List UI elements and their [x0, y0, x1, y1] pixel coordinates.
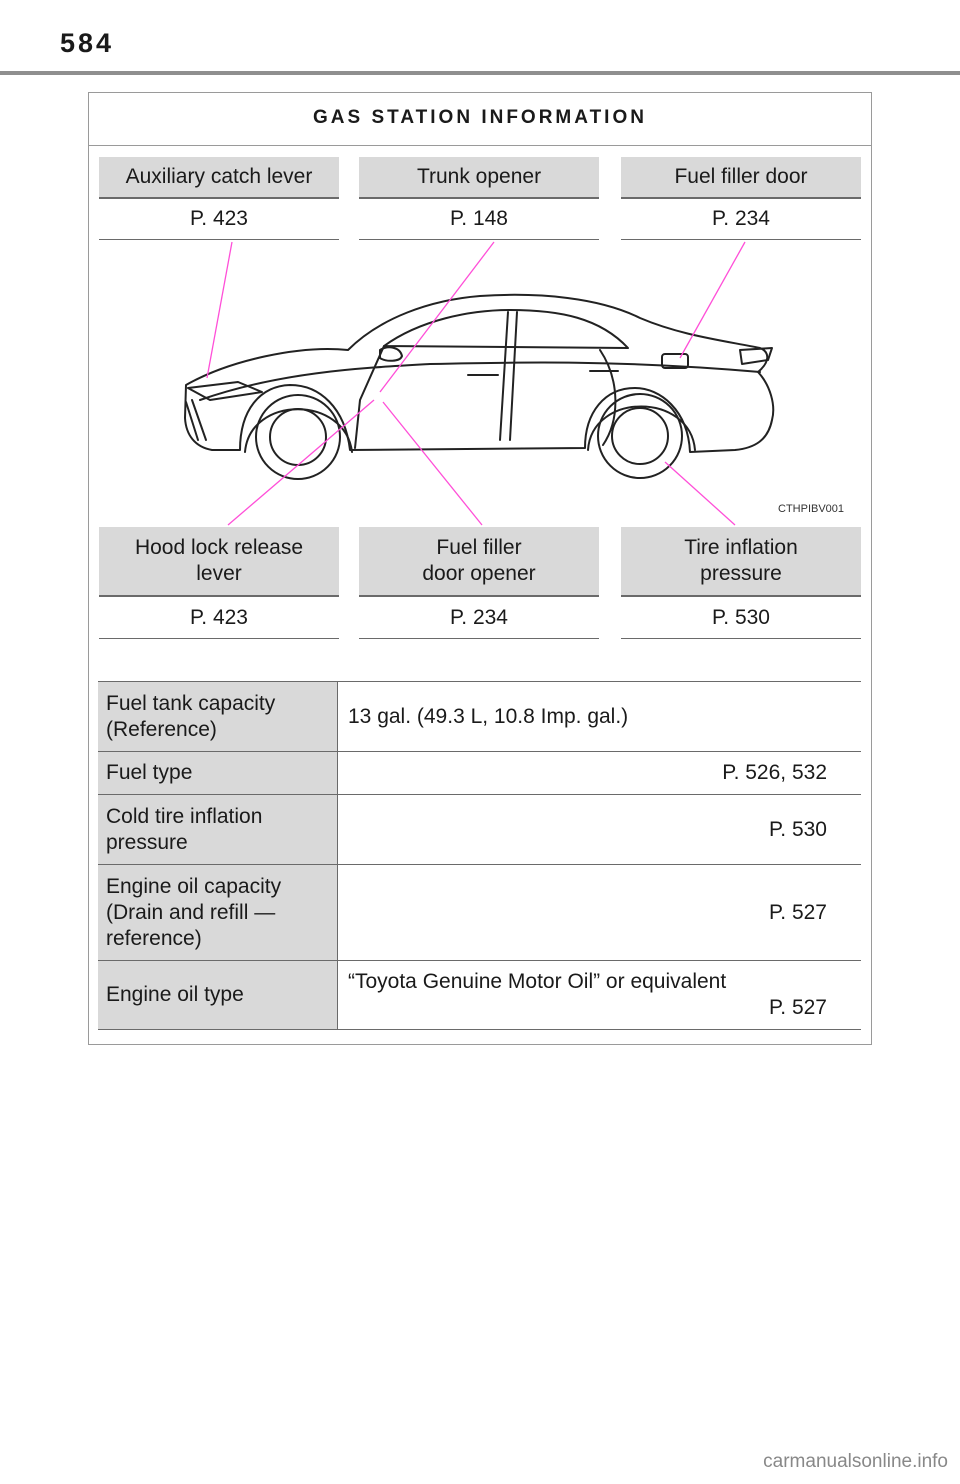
label-fuel-filler-door-opener: Fuel filler door opener [359, 527, 599, 597]
spec-label-text: Engine oil capacity (Drain and refill — reference) [106, 874, 282, 950]
panel-title: GAS STATION INFORMATION [89, 93, 871, 146]
spec-label [98, 865, 338, 960]
spec-ref[interactable]: P. 530 [768, 817, 827, 841]
watermark: carmanualsonline.info [763, 1451, 948, 1472]
leader-hood-lock-release [228, 400, 374, 525]
ref-fuel-filler-door-opener[interactable]: P. 234 [359, 598, 599, 639]
diagram-code: CTHPIBV001 [778, 503, 845, 515]
leader-auxiliary-catch-lever [207, 242, 232, 378]
ref-trunk-opener[interactable]: P. 148 [359, 199, 599, 240]
spec-ref[interactable]: P. 526, 532 [722, 761, 827, 784]
spec-row-engine-oil-type [98, 961, 861, 1030]
spec-row-engine-oil-capacity [98, 865, 861, 961]
label-fuel-filler-door: Fuel filler door [621, 157, 861, 199]
spec-label-text: Fuel tank capacity (Reference) [106, 691, 276, 741]
leader-tire-inflation [665, 462, 735, 525]
spec-value-cell [338, 961, 861, 1029]
spec-label: Fuel type [98, 752, 338, 794]
page-number: 584 [60, 28, 115, 58]
spec-table [98, 681, 861, 1030]
spec-label-text: Cold tire inflation pressure [106, 804, 263, 854]
spec-row-fuel-tank [98, 682, 861, 752]
spec-value: 13 gal. (49.3 L, 10.8 Imp. gal.) [348, 704, 629, 728]
ref-tire-inflation-pressure[interactable]: P. 530 [621, 598, 861, 639]
label-trunk-opener: Trunk opener [359, 157, 599, 199]
spec-ref[interactable]: P. 527 [768, 996, 827, 1019]
label-tire-inflation-pressure-text: Tire inflation pressure [684, 536, 798, 585]
spec-row-cold-tire [98, 795, 861, 865]
leader-fuel-filler-door [680, 242, 745, 358]
ref-auxiliary-catch-lever[interactable]: P. 423 [99, 199, 339, 240]
spec-label [98, 682, 338, 751]
ref-fuel-filler-door[interactable]: P. 234 [621, 199, 861, 240]
spec-row-fuel-type [98, 752, 861, 795]
ref-hood-lock-release-lever[interactable]: P. 423 [99, 598, 339, 639]
label-tire-inflation-pressure [621, 527, 861, 597]
label-auxiliary-catch-lever: Auxiliary catch lever [99, 157, 339, 199]
spec-value: “Toyota Genuine Motor Oil” or equivalent [348, 970, 727, 993]
spec-ref[interactable]: P. 527 [768, 900, 827, 924]
leader-fuel-filler-door-opener [383, 402, 482, 525]
label-hood-lock-release-lever-text: Hood lock release lever [134, 536, 304, 585]
label-hood-lock-release-lever [99, 527, 339, 597]
spec-label [98, 795, 338, 864]
spec-label: Engine oil type [98, 961, 338, 1029]
